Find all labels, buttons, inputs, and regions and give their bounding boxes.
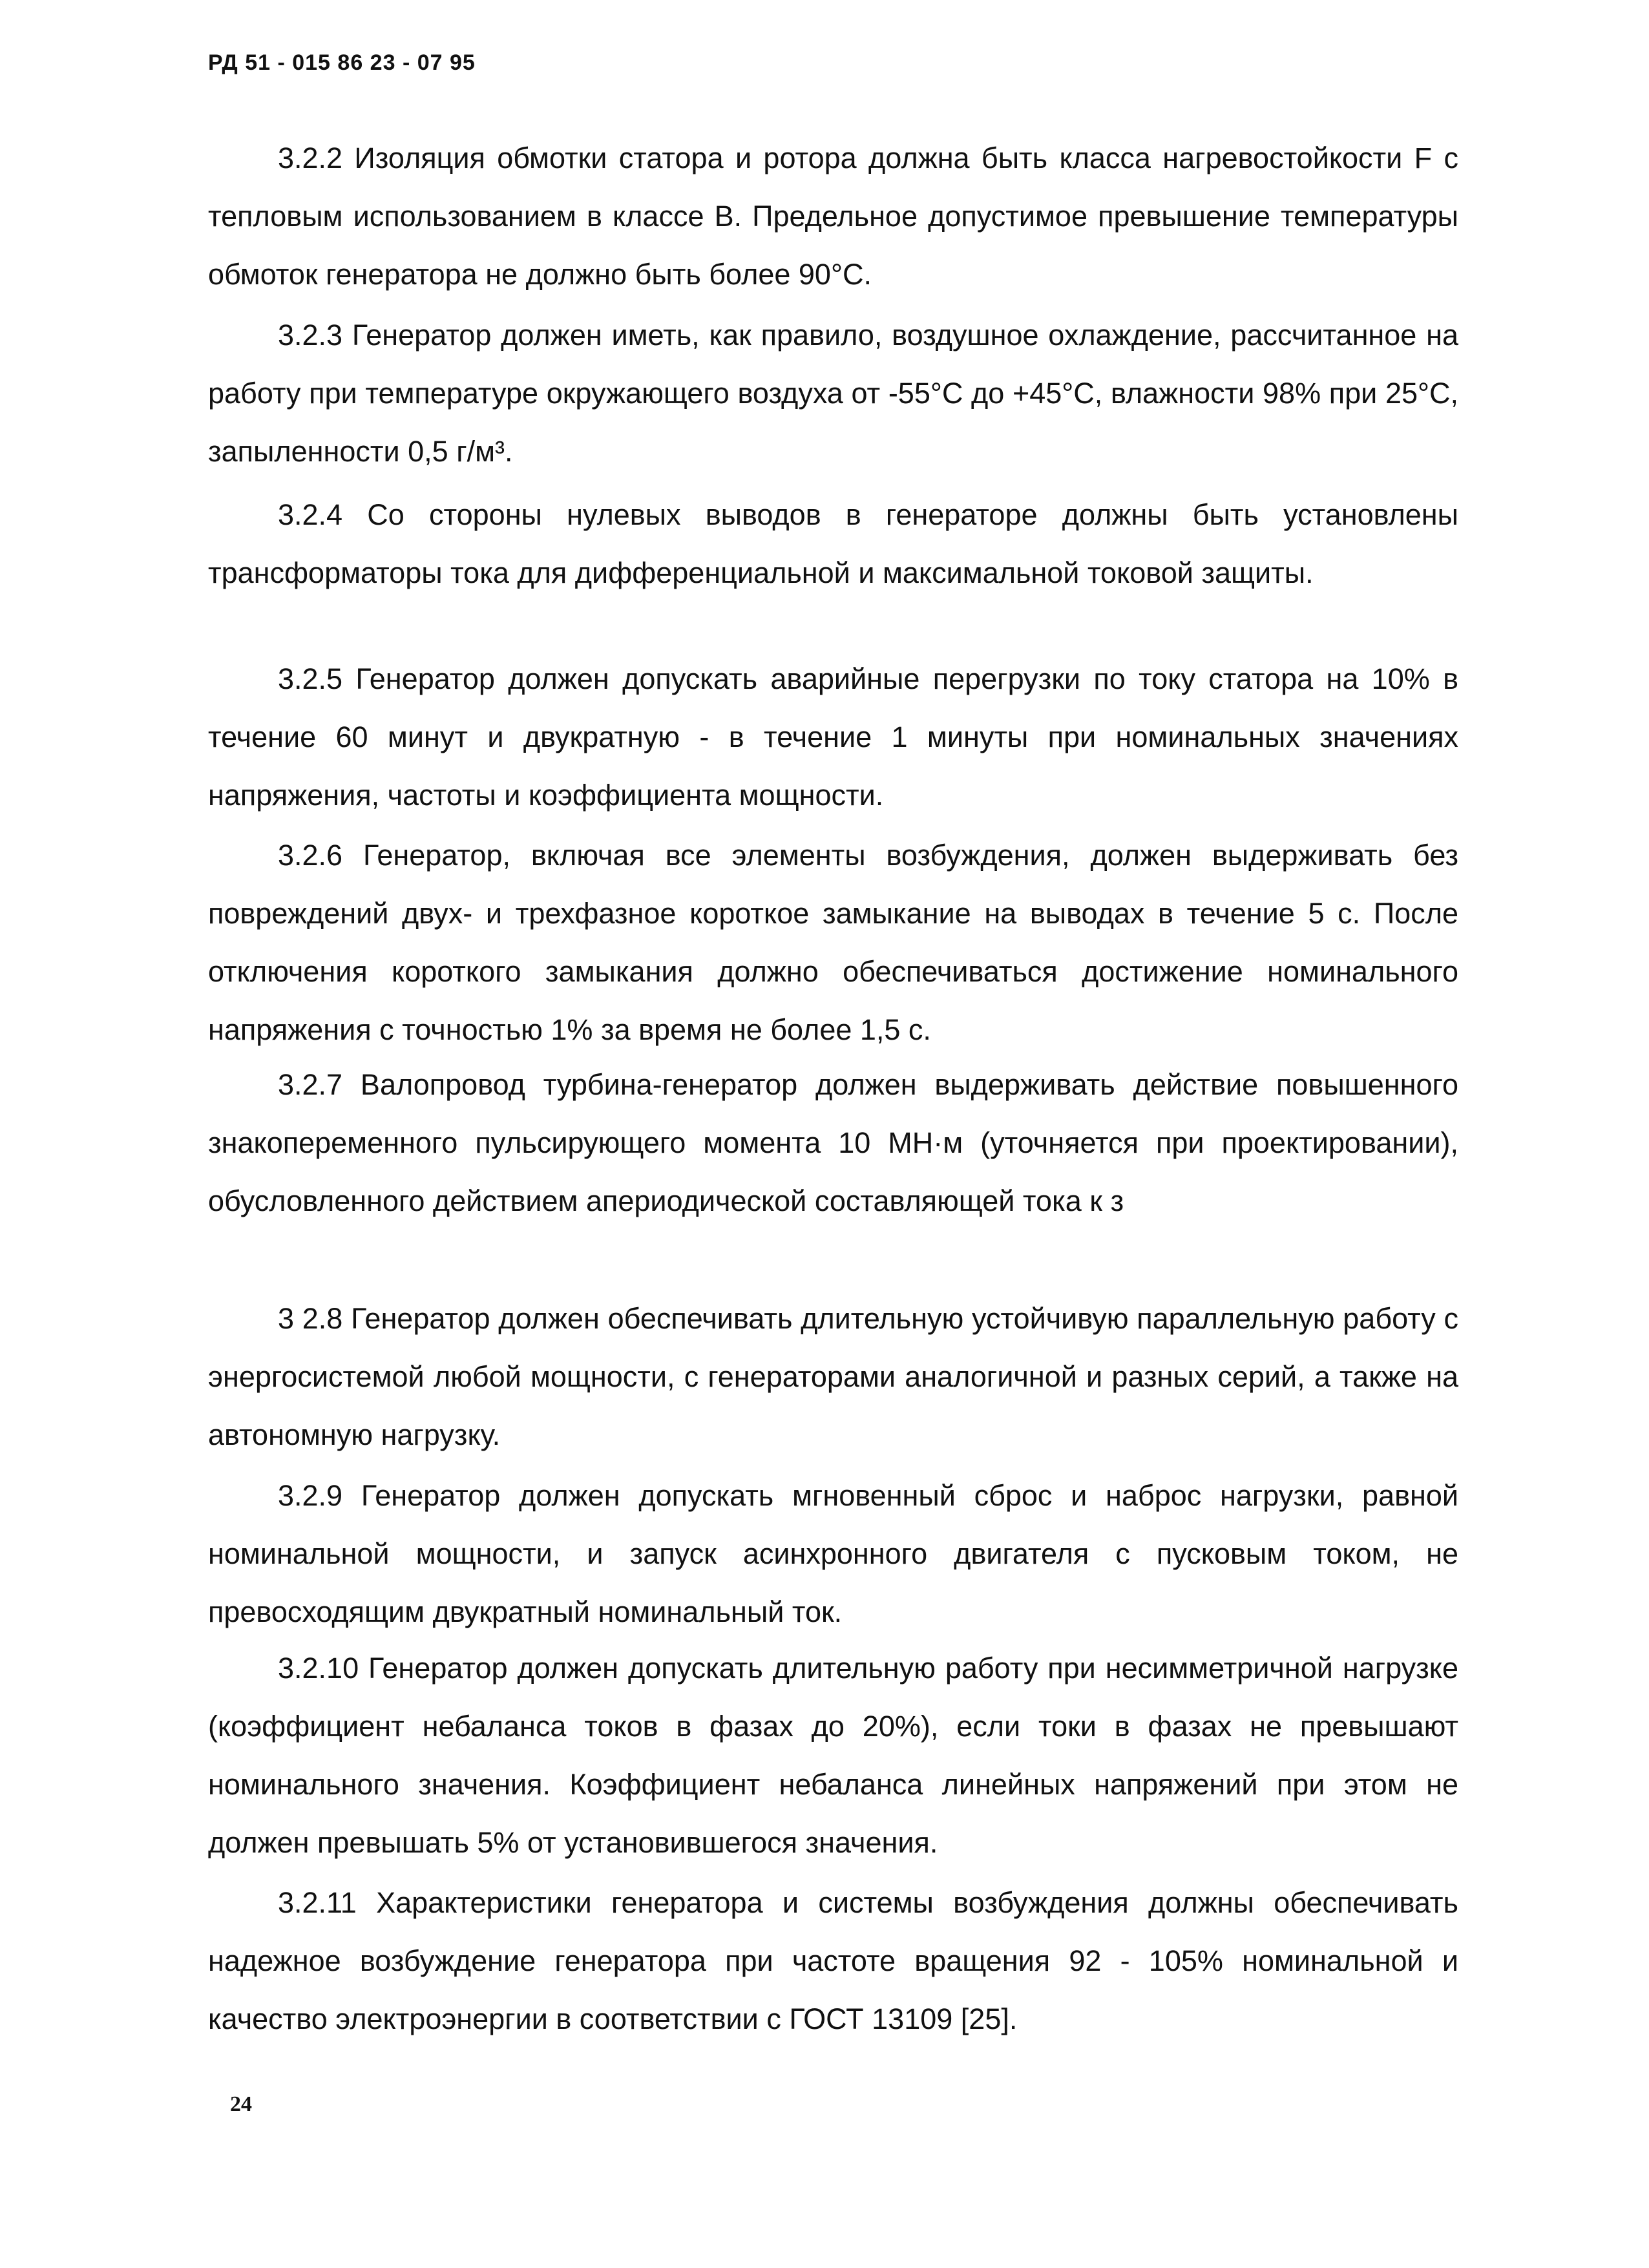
- section-3-2-6: 3.2.6 Генератор, включая все элементы возбуждения, должен выдерживать без повреждений двух- и трехфазное короткое замыкание на выводах в течение 5 с. После отключения короткого замыкания должно обеспечиваться достижение номинального напряжения с точностью 1% за время не более 1,5 с.: [208, 839, 1458, 1046]
- section-3-2-4: 3.2.4 Со стороны нулевых выводов в генераторе должны быть установлены трансформаторы тока для дифференциальной и максимальной токовой защиты.: [208, 498, 1458, 589]
- page-number: 24: [230, 2092, 252, 2116]
- section-3-2-2: 3.2.2 Изоляция обмотки статора и ротора должна быть класса нагревостойкости F с тепловым использованием в классе В. Предельное допустимое превышение температуры обмоток генератора не должно быть более 90°С.: [208, 142, 1458, 291]
- section-3-2-3: 3.2.3 Генератор должен иметь, как правило, воздушное охлаждение, рассчитанное на работу при температуре окружающего воздуха от -55°С до +45°С, влажности 98% при 25°С, запыленности 0,5 г/м³.: [208, 319, 1458, 468]
- document-code-header: РД 51 - 015 86 23 - 07 95: [208, 50, 476, 75]
- section-3-2-7: 3.2.7 Валопровод турбина-генератор должен выдерживать действие повышенного знакопеременного пульсирующего момента 10 МН·м (уточняется при проектировании), обусловленного действием апериодической составляющей тока к з: [208, 1068, 1458, 1217]
- section-3-2-8: 3 2.8 Генератор должен обеспечивать длительную устойчивую параллельную работу с энергосистемой любой мощности, с генераторами аналогичной и разных серий, а также на автономную нагрузку.: [208, 1302, 1458, 1451]
- section-3-2-11: 3.2.11 Характеристики генератора и системы возбуждения должны обеспечивать надежное возбуждение генератора при частоте вращения 92 - 105% номинальной и качество электроэнергии в соответствии с ГОСТ 13109 [25].: [208, 1886, 1458, 2035]
- section-3-2-9: 3.2.9 Генератор должен допускать мгновенный сброс и наброс нагрузки, равной номинальной мощности, и запуск асинхронного двигателя с пусковым током, не превосходящим двукратный номинальный ток.: [208, 1479, 1458, 1628]
- section-3-2-5: 3.2.5 Генератор должен допускать аварийные перегрузки по току статора на 10% в течение 60 минут и двукратную - в течение 1 минуты при номинальных значениях напряжения, частоты и коэффициента мощности.: [208, 662, 1458, 812]
- section-3-2-10: 3.2.10 Генератор должен допускать длительную работу при несимметричной нагрузке (коэффициент небаланса токов в фазах до 20%), если токи в фазах не превышают номинального значения. Коэффициент небаланса линейных напряжений при этом не должен превышать 5% от установившегося значения.: [208, 1652, 1458, 1859]
